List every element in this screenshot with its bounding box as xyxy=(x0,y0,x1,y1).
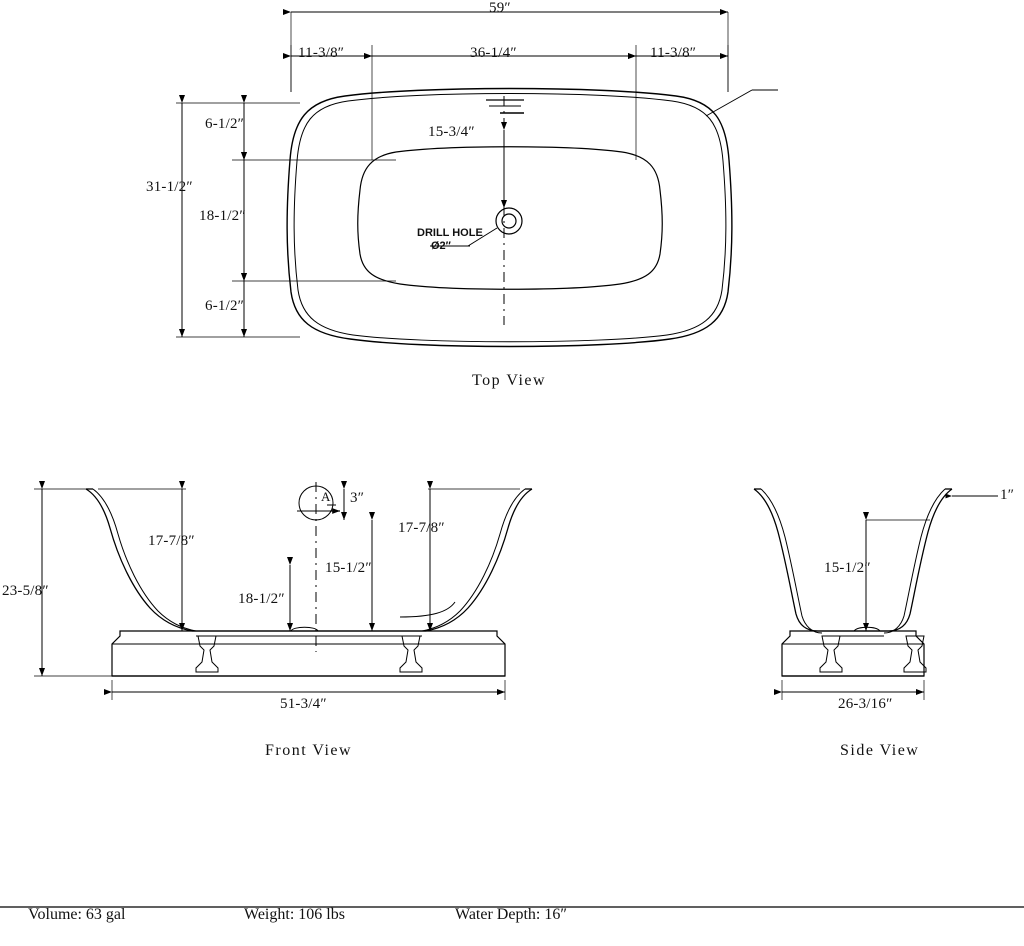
dim-label-top-drain-offset: 15-3/4″ xyxy=(428,124,475,140)
dim-label-front-base-width: 51-3/4″ xyxy=(280,696,327,712)
dim-label-front-overall-height: 23-5/8″ xyxy=(2,583,49,599)
dim-label-side-base-width: 26-3/16″ xyxy=(838,696,893,712)
dim-label-side-interior-height: 15-1/2″ xyxy=(824,560,871,576)
dim-label-front-interior-height: 15-1/2″ xyxy=(325,560,372,576)
dim-label-front-left-rim-height: 17-7/8″ xyxy=(148,533,195,549)
dim-label-front-right-rim-height: 17-7/8″ xyxy=(398,520,445,536)
dim-label-top-overall-depth: 31-1/2″ xyxy=(146,179,193,195)
dim-label-top-right-offset: 11-3/8″ xyxy=(650,45,697,61)
spec-water-depth: Water Depth: 16″ xyxy=(455,906,568,923)
view-title-front: Front View xyxy=(265,742,353,759)
drill-hole-label: DRILL HOLE xyxy=(417,227,483,239)
dim-label-top-overall-width: 59″ xyxy=(489,0,511,16)
front-view-overflow-detail xyxy=(297,486,340,520)
dim-label-side-rim-thickness: 1″ xyxy=(1000,487,1015,503)
dim-label-front-overflow-height: 3″ xyxy=(350,490,365,506)
view-title-top: Top View xyxy=(472,372,547,389)
detail-marker-a: A xyxy=(321,489,331,504)
top-view-tub-outline xyxy=(287,89,732,347)
dim-label-top-top-offset: 6-1/2″ xyxy=(205,116,245,132)
dim-front-right-rim-height xyxy=(428,489,520,631)
dim-top-segments xyxy=(291,45,728,160)
spec-footer xyxy=(0,904,1024,934)
top-view-drain xyxy=(496,208,522,234)
drill-hole-diameter-label: Ø2″ xyxy=(431,240,451,252)
dim-label-top-bottom-offset: 6-1/2″ xyxy=(205,298,245,314)
dim-front-left-rim-height xyxy=(98,489,186,631)
top-view-body-leader xyxy=(706,90,778,116)
dim-label-top-left-offset: 11-3/8″ xyxy=(298,45,345,61)
spec-volume: Volume: 63 gal xyxy=(28,906,126,923)
dim-label-top-center-span: 36-1/4″ xyxy=(470,45,517,61)
front-view-feet xyxy=(196,636,422,672)
front-view-leader xyxy=(400,602,455,617)
spec-weight: Weight: 106 lbs xyxy=(244,906,345,923)
dim-label-top-inner-depth: 18-1/2″ xyxy=(199,208,246,224)
side-view-feet xyxy=(820,636,926,672)
dim-label-front-base-to-rim: 18-1/2″ xyxy=(238,591,285,607)
dim-side-interior-height xyxy=(866,520,930,631)
top-view-faucet-detail xyxy=(486,100,524,113)
front-view-base xyxy=(112,631,505,676)
view-title-side: Side View xyxy=(840,742,920,759)
side-view-base xyxy=(782,631,924,676)
